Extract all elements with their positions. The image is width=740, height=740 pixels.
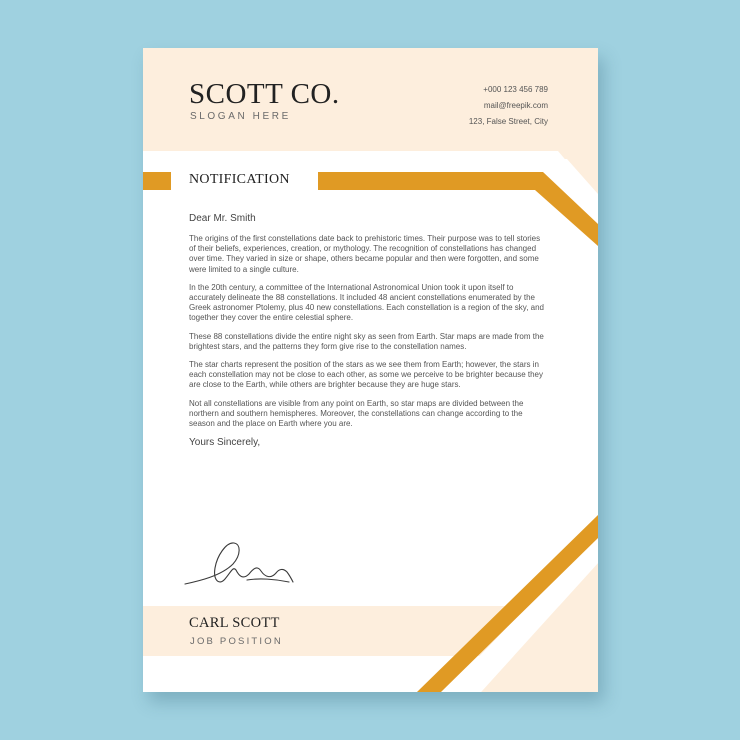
contact-address: 123, False Street, City [468, 117, 548, 126]
signature [179, 536, 299, 592]
contact-block [469, 82, 548, 130]
letterhead-sheet [143, 48, 598, 692]
contact-phone: +000 123 456 789 [483, 85, 548, 94]
company-name: SCOTT CO. [189, 78, 340, 110]
closing: Yours Sincerely, [189, 437, 261, 449]
letter-paragraph: The star charts represent the position of the stars as we see them from Earth; however, the stars in each constellation may not be close to each other, as some we perceive to be brighter because they are close to the Earth, while others are brighter because they are huge stars. [189, 360, 543, 390]
salutation: Dear Mr. Smith [189, 213, 256, 224]
letter-paragraph: The origins of the first constellations date back to prehistoric times. Their purpose was to tell stories of their beliefs, experiences, creation, or mythology. The recognition of constellations has changed over time. They varied in size or shape, others became popular and then were forgotten, and some were limited to a single culture. [189, 234, 541, 274]
letter-paragraph: In the 20th century, a committee of the International Astronomical Union took it upon itself to accurately delineate the 88 constellations. It included 48 ancient constellations enumerated by the Greek astronomer Ptolemy, plus 40 new constellations. Each constellation is a region of the sky, and together they cover the entire celestial sphere. [189, 282, 544, 323]
letter-paragraph: These 88 constellations divide the entire night sky as seen from Earth. Star maps are made from the brightest stars, and the patterns they form give rise to the constellation names. [189, 331, 544, 351]
notification-title: NOTIFICATION [189, 172, 290, 187]
company-slogan: SLOGAN HERE [190, 111, 291, 122]
letter-body [189, 213, 547, 448]
contact-email: mail@freepik.com [483, 101, 548, 110]
letter-paragraph: Not all constellations are visible from any point on Earth, so star maps are divided between the northern and southern hemispheres. Moreover, the constellations can change according to the season and the place on Earth where you are. [189, 398, 524, 429]
signer-name: CARL SCOTT [189, 615, 280, 631]
signer-position: JOB POSITION [190, 636, 283, 647]
left-orange-tab [143, 172, 171, 190]
